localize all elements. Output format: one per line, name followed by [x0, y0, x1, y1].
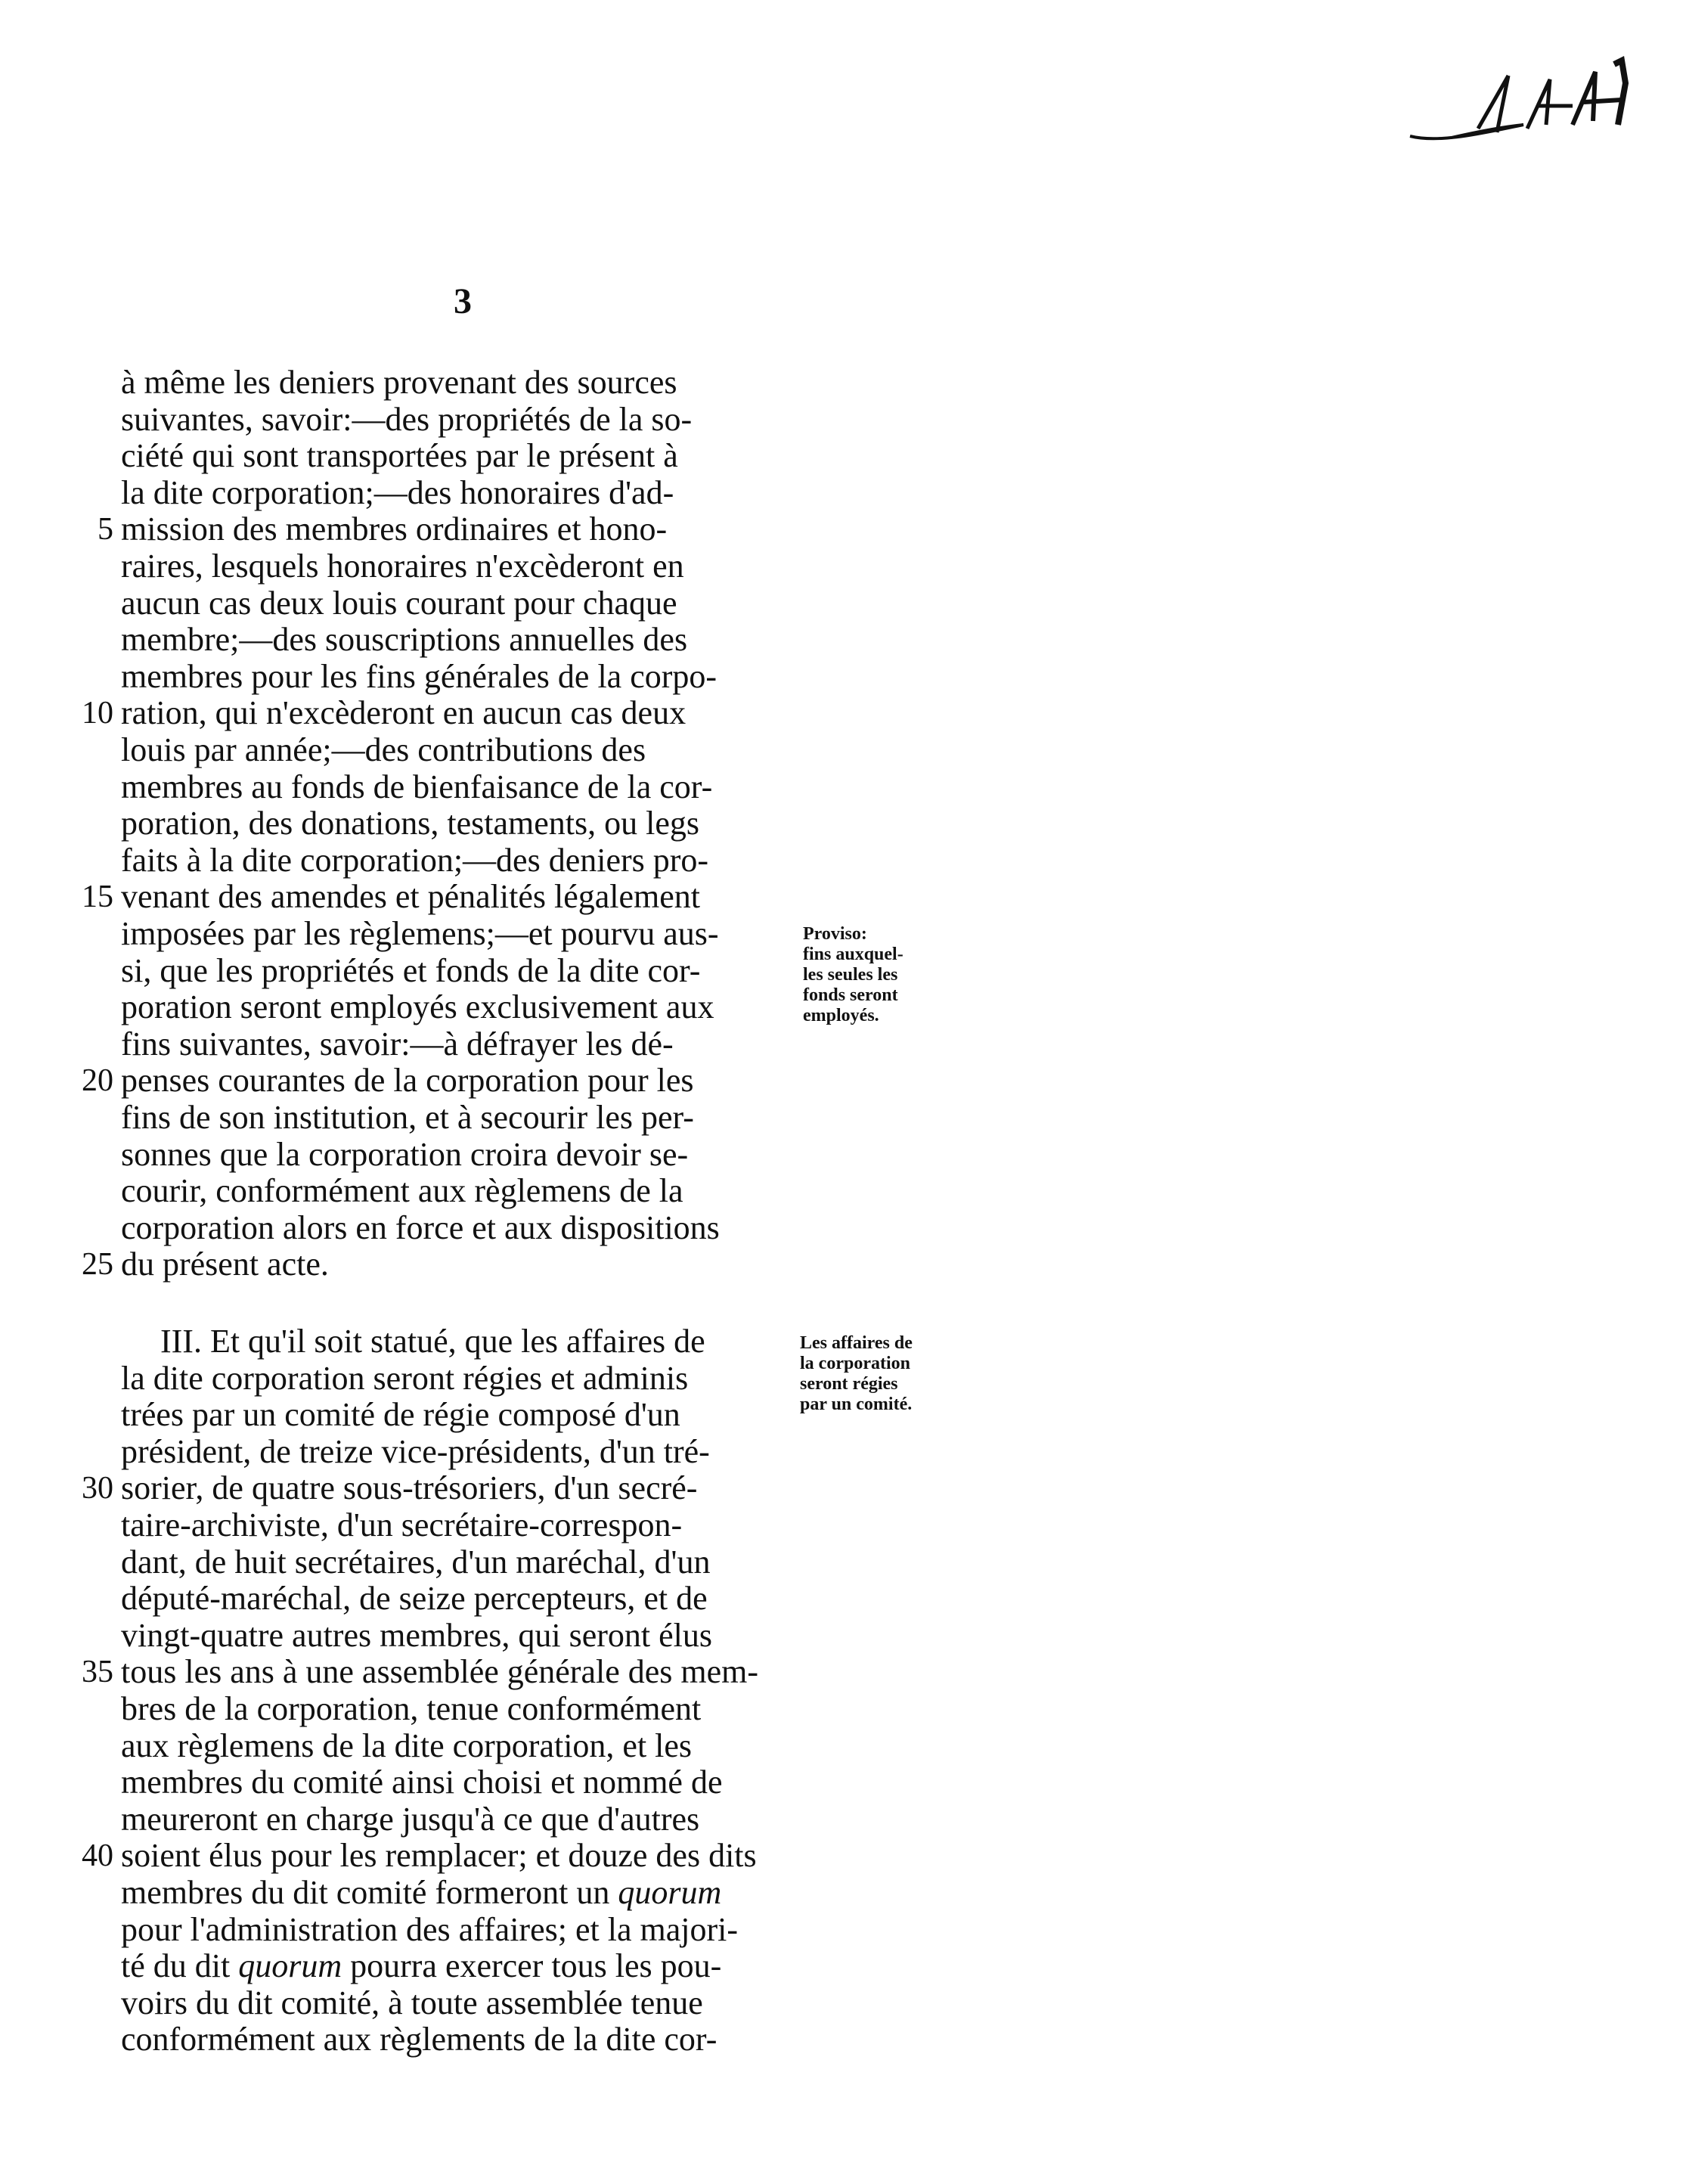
- line-text: conformément aux règlements de la dite cor-: [121, 2021, 717, 2058]
- text-line: [121, 1728, 953, 1764]
- line-number: 35: [82, 1655, 113, 1690]
- text-line: [121, 1026, 953, 1063]
- line-text: penses courantes de la corporation pour les: [121, 1062, 694, 1100]
- line-text: membres pour les fins générales de la corpo-: [121, 657, 717, 695]
- line-text: sonnes que la corporation croira devoir se-: [121, 1135, 689, 1173]
- line-text: raires, lesquels honoraires n'excèderont en: [121, 548, 684, 585]
- line-number: 30: [82, 1471, 113, 1506]
- line-number: 5: [98, 512, 113, 548]
- text-line: [121, 585, 953, 622]
- handwritten-signature: [1395, 53, 1644, 159]
- line-text: taire-archiviste, d'un secrétaire-correspon-: [121, 1506, 683, 1543]
- line-text: corporation alors en force et aux dispositions: [121, 1208, 720, 1246]
- line-text: meureront en charge jusqu'à ce que d'autres: [121, 1800, 700, 1838]
- text-line: [121, 1173, 953, 1209]
- line-text: la dite corporation;—des honoraires d'ad-: [121, 473, 674, 511]
- line-text: III. Et qu'il soit statué, que les affaires de: [160, 1323, 705, 1360]
- text-line: [121, 1210, 953, 1246]
- margin-note-line: les seules les: [803, 965, 898, 985]
- line-text: membre;—des souscriptions annuelles des: [121, 621, 688, 659]
- text-line: [82, 1837, 953, 1875]
- text-line: [121, 475, 953, 511]
- line-text: aux règlemens de la dite corporation, et les: [121, 1726, 693, 1764]
- line-text: président, de treize vice-présidents, d'un tré-: [121, 1432, 710, 1470]
- line-text: té du dit quorum pourra exercer tous les pou-: [121, 1947, 722, 1985]
- margin-note-line: Proviso:: [803, 924, 867, 944]
- line-text: trées par un comité de régie composé d'un: [121, 1396, 680, 1434]
- line-text: vingt-quatre autres membres, qui seront élus: [121, 1616, 713, 1654]
- text-line: [121, 1581, 953, 1617]
- line-text: poration, des donations, testaments, ou legs: [121, 805, 699, 842]
- text-line: [82, 878, 953, 916]
- line-text: membres du comité ainsi choisi et nommé de: [121, 1764, 723, 1801]
- text-line: [82, 1062, 953, 1100]
- text-line: [82, 1246, 953, 1283]
- text-line: [121, 659, 953, 695]
- line-text: sorier, de quatre sous-trésoriers, d'un secré-: [121, 1469, 698, 1507]
- text-line: [121, 1764, 953, 1801]
- line-text: ration, qui n'excèderont en aucun cas deux: [121, 694, 686, 732]
- line-text: ciété qui sont transportées par le présent à: [121, 437, 678, 475]
- text-line: [121, 1691, 953, 1727]
- margin-note-line: employés.: [803, 1006, 879, 1025]
- text-line: [121, 732, 953, 768]
- line-text: poration seront employés exclusivement aux: [121, 988, 714, 1026]
- line-text: mission des membres ordinaires et hono-: [121, 510, 668, 548]
- line-text: imposées par les règlemens;—et pourvu aus-: [121, 915, 719, 952]
- line-text: aucun cas deux louis courant pour chaque: [121, 584, 677, 622]
- margin-note-line: la corporation: [800, 1354, 910, 1373]
- line-text: la dite corporation seront régies et adminis: [121, 1359, 689, 1397]
- line-text: si, que les propriétés et fonds de la dite cor-: [121, 951, 701, 989]
- margin-note-proviso: [803, 924, 984, 1026]
- text-line: [82, 1469, 953, 1507]
- line-text: pour l'administration des affaires; et la majori-: [121, 1910, 738, 1948]
- line-text: à même les deniers provenant des sources: [121, 364, 677, 401]
- text-line: [121, 1434, 953, 1470]
- line-text: courir, conformément aux règlemens de la: [121, 1172, 683, 1210]
- text-line: [121, 1507, 953, 1543]
- line-text: député-maréchal, de seize percepteurs, et de: [121, 1580, 708, 1618]
- text-line: [121, 1912, 953, 1948]
- text-line: [121, 1137, 953, 1173]
- text-line: [121, 1801, 953, 1838]
- text-line: [121, 1100, 953, 1136]
- margin-note-line: fins auxquel-: [803, 945, 903, 964]
- line-number: 25: [82, 1247, 113, 1283]
- text-line: [98, 510, 953, 548]
- line-number: 10: [82, 696, 113, 731]
- line-text: fins suivantes, savoir:—à défrayer les dé-: [121, 1025, 674, 1063]
- text-line: [121, 365, 953, 401]
- line-text: fins de son institution, et à secourir les per-: [121, 1099, 694, 1136]
- line-text: voirs du dit comité, à toute assemblée tenue: [121, 1984, 703, 2021]
- text-line: [121, 805, 953, 842]
- line-number: 20: [82, 1063, 113, 1099]
- line-number: 40: [82, 1838, 113, 1874]
- line-number: 15: [82, 879, 113, 915]
- margin-note-line: seront régies: [800, 1374, 898, 1394]
- text-line: [121, 1948, 953, 1984]
- text-line: [121, 842, 953, 879]
- text-line: [121, 622, 953, 658]
- line-text: suivantes, savoir:—des propriétés de la so-: [121, 400, 693, 438]
- text-line: [121, 1618, 953, 1654]
- margin-note-affaires: [800, 1333, 981, 1415]
- text-line: [121, 548, 953, 585]
- page-number: 3: [454, 281, 472, 321]
- line-text: membres au fonds de bienfaisance de la cor-: [121, 768, 713, 805]
- margin-note-line: par un comité.: [800, 1394, 913, 1414]
- text-line: [121, 438, 953, 474]
- text-line: [121, 402, 953, 438]
- line-text: faits à la dite corporation;—des deniers pro-: [121, 841, 709, 879]
- line-text: venant des amendes et pénalités légalement: [121, 878, 701, 916]
- line-text: dant, de huit secrétaires, d'un maréchal, d'un: [121, 1543, 711, 1581]
- text-line: [121, 1985, 953, 2021]
- line-text: bres de la corporation, tenue conformément: [121, 1690, 702, 1727]
- text-line: [121, 769, 953, 805]
- text-line: [121, 1875, 953, 1911]
- line-text: tous les ans à une assemblée générale des mem-: [121, 1653, 759, 1691]
- text-line: [121, 1544, 953, 1581]
- line-text: soient élus pour les remplacer; et douze des dits: [121, 1837, 757, 1875]
- margin-note-line: fonds seront: [803, 985, 898, 1005]
- margin-note-line: Les affaires de: [800, 1333, 913, 1353]
- line-text: louis par année;—des contributions des: [121, 731, 646, 768]
- line-text: du présent acte.: [121, 1246, 329, 1283]
- text-line: [82, 694, 953, 732]
- line-text: membres du dit comité formeront un quorum: [121, 1874, 722, 1911]
- text-line: [121, 2021, 953, 2058]
- text-line: [82, 1653, 953, 1691]
